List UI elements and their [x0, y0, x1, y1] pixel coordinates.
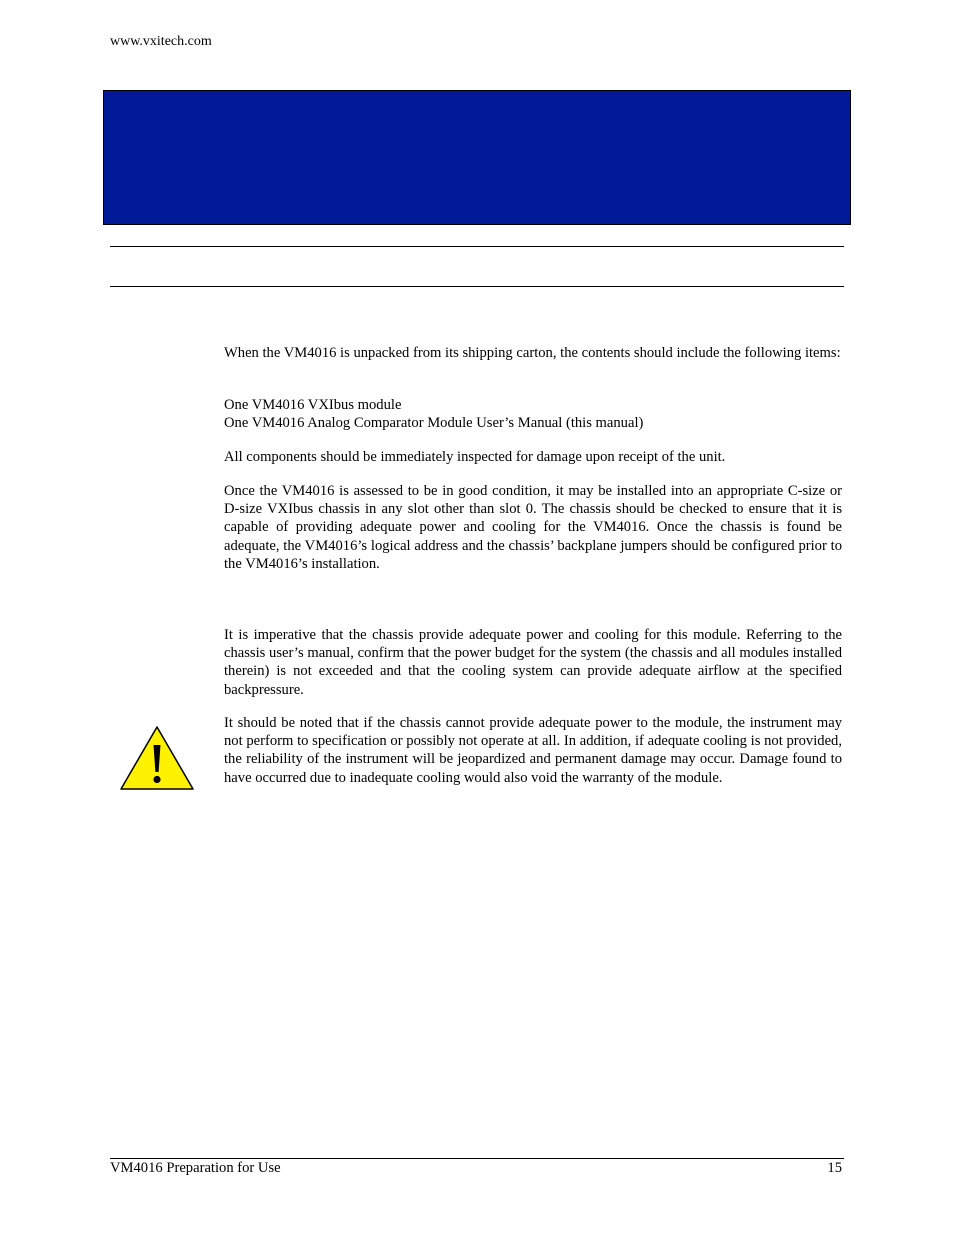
header-url: www.vxitech.com [110, 34, 212, 49]
contents-item: One VM4016 Analog Comparator Module User’s Manual (this manual) [224, 415, 644, 431]
section-rule-top [110, 246, 844, 247]
page-number: 15 [827, 1160, 842, 1176]
footer-title: VM4016 Preparation for Use [110, 1160, 281, 1176]
chapter-banner [103, 90, 851, 225]
inspection-paragraph: All components should be immediately inspected for damage upon receipt of the unit. [224, 449, 726, 465]
power-cooling-paragraph: It is imperative that the chassis provide adequate power and cooling for this module. Referring to the chassis user’s manual, confirm that the power budget for the system (the chassis and all modules installed therein) is not exceeded and that the cooling system can provide adequate airflow at the specified backpressure. [224, 627, 842, 698]
caution-paragraph: It should be noted that if the chassis cannot provide adequate power to the module, the instrument may not perform to specification or possibly not operate at all. In addition, if adequate cooling is not provided, the reliability of the instrument will be jeopardized and permanent damage may occur. Damage found to have occurred due to inadequate cooling would also void the warranty of the module. [224, 715, 842, 786]
section-rule-bottom [110, 286, 844, 287]
footer-rule [110, 1158, 844, 1159]
unpacking-intro-paragraph: When the VM4016 is unpacked from its shipping carton, the contents should include the following items: [224, 345, 841, 361]
installation-paragraph: Once the VM4016 is assessed to be in good condition, it may be installed into an appropriate C-size or D-size VXIbus chassis in any slot other than slot 0. The chassis should be checked to ensure that it is capable of providing adequate power and cooling for the VM4016. Once the chassis is found be adequate, the VM4016’s logical address and the chassis’ backplane jumpers should be configured prior to the VM4016’s installation. [224, 483, 842, 572]
contents-item: One VM4016 VXIbus module [224, 397, 402, 413]
caution-icon [119, 725, 195, 791]
